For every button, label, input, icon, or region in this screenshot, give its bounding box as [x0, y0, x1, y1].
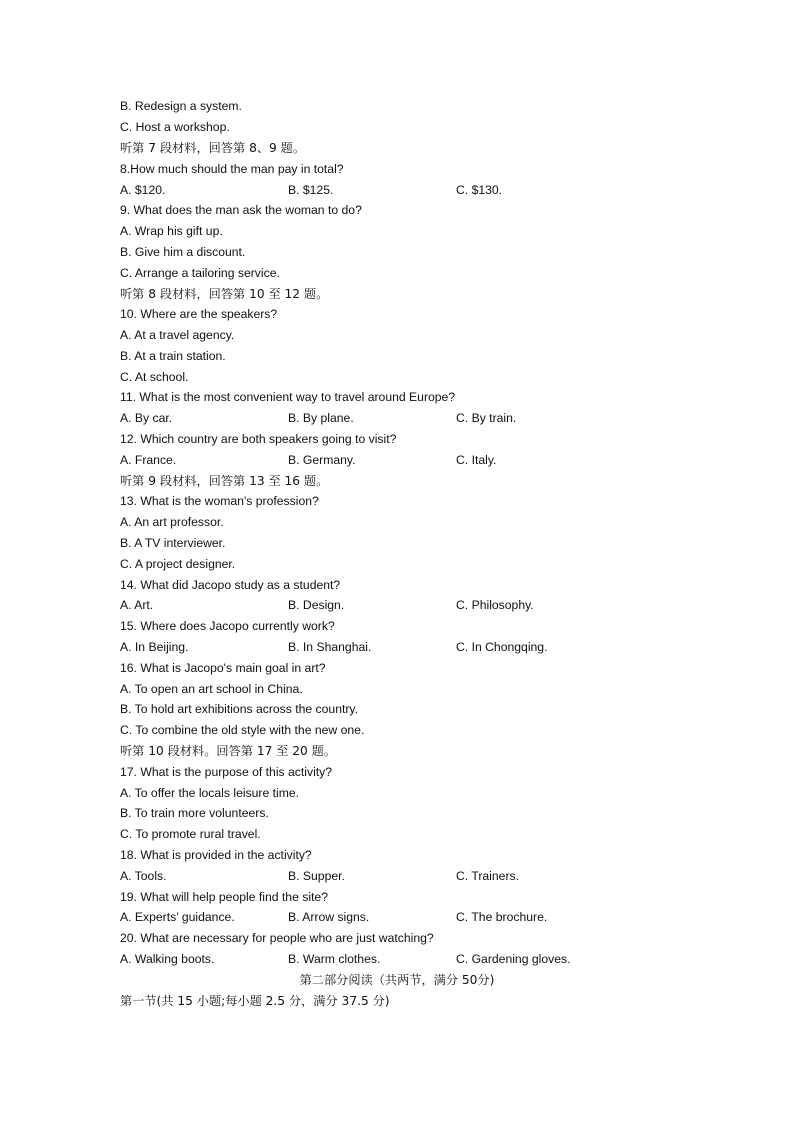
q10-option-c: C. At school. [120, 370, 189, 384]
q15-option-c: C. In Chongqing. [456, 640, 548, 654]
q11-option-b: B. By plane. [288, 411, 354, 425]
q17-option-c: C. To promote rural travel. [120, 827, 261, 841]
question-8: 8.How much should the man pay in total? [120, 162, 344, 176]
q18-option-b: B. Supper. [288, 869, 345, 883]
section-instruction-8: 听第 8 段材料，回答第 10 至 12 题。 [120, 287, 329, 301]
q19-option-a: A. Experts’ guidance. [120, 910, 235, 924]
q11-option-c: C. By train. [456, 411, 517, 425]
question-9: 9. What does the man ask the woman to do? [120, 203, 362, 217]
q8-option-b: B. $125. [288, 183, 334, 197]
q17-option-a: A. To offer the locals leisure time. [120, 786, 300, 800]
section-one-heading: 第一节(共 15 小题;每小题 2.5 分，满分 37.5 分) [120, 994, 390, 1008]
section-instruction-9: 听第 9 段材料，回答第 13 至 16 题。 [120, 474, 329, 488]
q8-option-c: C. $130. [456, 183, 503, 197]
question-18: 18. What is provided in the activity? [120, 848, 312, 862]
q9-option-a: A. Wrap his gift up. [120, 224, 223, 238]
q16-option-a: A. To open an art school in China. [120, 682, 303, 696]
q8-option-a: A. $120. [120, 183, 166, 197]
q18-option-a: A. Tools. [120, 869, 167, 883]
q13-option-c: C. A project designer. [120, 557, 236, 571]
q15-option-a: A. In Beijing. [120, 640, 189, 654]
q11-option-a: A. By car. [120, 411, 173, 425]
question-20: 20. What are necessary for people who are just watching? [120, 931, 434, 945]
q12-option-a: A. France. [120, 453, 177, 467]
q20-option-c: C. Gardening gloves. [456, 952, 571, 966]
q19-option-c: C. The brochure. [456, 910, 548, 924]
q10-option-a: A. At a travel agency. [120, 328, 235, 342]
q18-option-c: C. Trainers. [456, 869, 519, 883]
section-instruction-7: 听第 7 段材料，回答第 8、9 题。 [120, 141, 306, 155]
q10-option-b: B. At a train station. [120, 349, 226, 363]
q15-option-b: B. In Shanghai. [288, 640, 372, 654]
q12-option-c: C. Italy. [456, 453, 497, 467]
option-b-redesign: B. Redesign a system. [120, 99, 242, 113]
q13-option-a: A. An art professor. [120, 515, 224, 529]
q20-option-b: B. Warm clothes. [288, 952, 381, 966]
q9-option-b: B. Give him a discount. [120, 245, 246, 259]
q19-option-b: B. Arrow signs. [288, 910, 370, 924]
q14-option-b: B. Design. [288, 598, 345, 612]
question-13: 13. What is the woman's profession? [120, 494, 319, 508]
option-c-workshop: C. Host a workshop. [120, 120, 230, 134]
q12-option-b: B. Germany. [288, 453, 356, 467]
question-19: 19. What will help people find the site? [120, 890, 328, 904]
q20-option-a: A. Walking boots. [120, 952, 215, 966]
q9-option-c: C. Arrange a tailoring service. [120, 266, 280, 280]
q14-option-c: C. Philosophy. [456, 598, 534, 612]
q14-option-a: A. Art. [120, 598, 154, 612]
q17-option-b: B. To train more volunteers. [120, 806, 269, 820]
question-12: 12. Which country are both speakers going to visit? [120, 432, 397, 446]
q16-option-c: C. To combine the old style with the new one. [120, 723, 365, 737]
q13-option-b: B. A TV interviewer. [120, 536, 226, 550]
question-17: 17. What is the purpose of this activity? [120, 765, 333, 779]
question-14: 14. What did Jacopo study as a student? [120, 578, 341, 592]
section-instruction-10: 听第 10 段材料。回答第 17 至 20 题。 [120, 744, 337, 758]
question-16: 16. What is Jacopo's main goal in art? [120, 661, 326, 675]
part-two-heading: 第二部分阅读（共两节，满分 50分) [299, 973, 495, 987]
question-10: 10. Where are the speakers? [120, 307, 278, 321]
question-11: 11. What is the most convenient way to travel around Europe? [120, 390, 456, 404]
question-15: 15. Where does Jacopo currently work? [120, 619, 335, 633]
q16-option-b: B. To hold art exhibitions across the country. [120, 702, 359, 716]
